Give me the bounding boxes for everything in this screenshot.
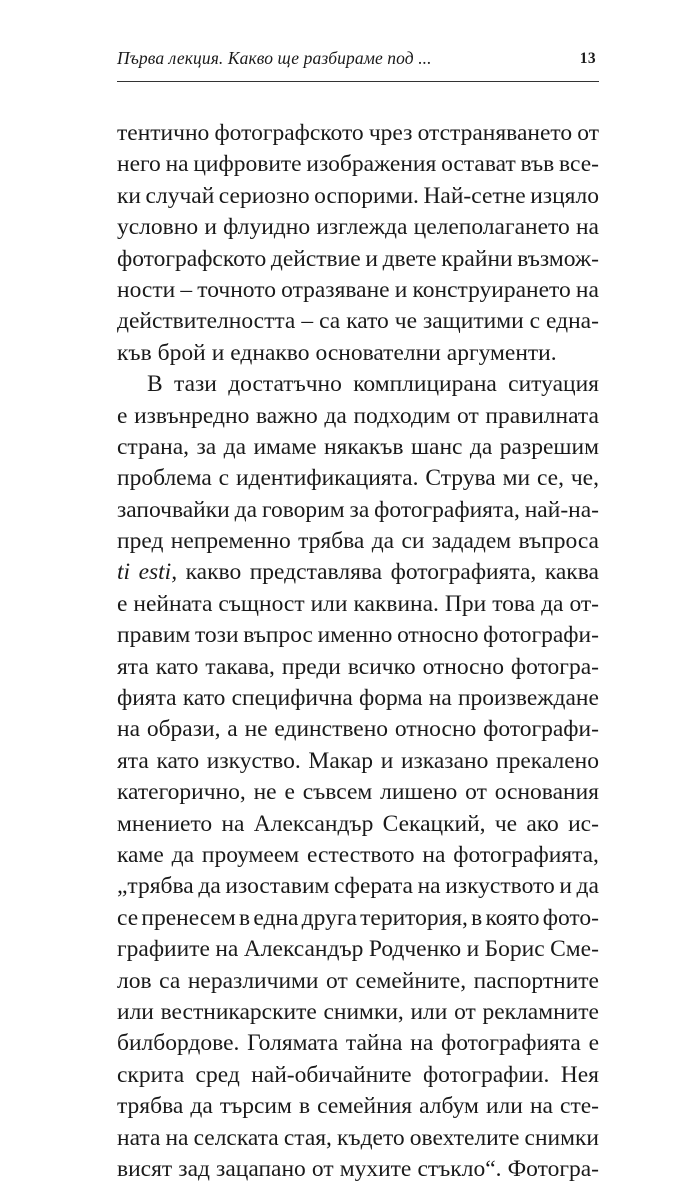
word: преди	[281, 653, 341, 680]
word: Най-сетне	[423, 182, 526, 209]
word: именно	[317, 622, 393, 649]
word: чрез	[368, 120, 413, 146]
word: е	[284, 779, 295, 806]
word: или	[410, 998, 448, 1025]
word: достатъчно	[228, 371, 342, 398]
word: категорично,	[117, 779, 246, 806]
word: да	[198, 873, 221, 900]
word: В	[147, 371, 163, 398]
word: във	[520, 151, 555, 178]
word: някакъв	[323, 433, 404, 460]
word: мнението	[117, 810, 213, 837]
word: да	[324, 402, 347, 429]
word: всичко	[347, 653, 416, 680]
word: на	[221, 810, 245, 837]
text-line	[117, 652, 599, 683]
word: действителността	[117, 308, 296, 335]
text-line	[117, 1091, 599, 1122]
word: снимки	[524, 1124, 599, 1151]
word: да	[541, 590, 564, 617]
word: оспорими.	[314, 182, 419, 209]
word: и	[204, 214, 217, 241]
word: комплицирана	[353, 371, 497, 398]
text-line	[117, 432, 599, 463]
header-rule	[117, 81, 599, 82]
word: Нея	[560, 1061, 599, 1088]
word: друга	[301, 904, 357, 931]
word: че	[494, 810, 518, 837]
word: търсим	[219, 1093, 292, 1120]
word: къв	[117, 339, 152, 366]
word: една-	[546, 308, 599, 335]
word: фотографията,	[374, 496, 520, 523]
word: правим	[117, 622, 191, 649]
word: все-	[559, 151, 599, 178]
word: с	[529, 308, 541, 335]
word: лов	[117, 967, 152, 994]
word: Струва	[425, 465, 496, 492]
text-line	[117, 1123, 599, 1154]
word: разрешим	[499, 433, 599, 460]
word: мухите	[339, 1155, 412, 1182]
word: и	[466, 936, 480, 963]
word: изглежда	[316, 214, 408, 241]
word: произвеждане	[457, 685, 599, 712]
word: фотографии.	[422, 1061, 550, 1088]
text-line	[117, 338, 599, 369]
word: на	[575, 276, 599, 303]
word: проумеем	[201, 841, 300, 868]
text-line	[117, 620, 599, 651]
running-title: Първа лекция. Какво ще разбираме под ...	[117, 48, 432, 68]
word: Фотогра-	[507, 1155, 599, 1182]
word: където	[337, 1124, 405, 1151]
word: такава,	[205, 653, 275, 680]
word: като	[182, 685, 226, 712]
word: основания	[494, 779, 599, 806]
text-line	[117, 966, 599, 997]
word: овехтелите	[409, 1124, 520, 1151]
word: стъкло“.	[417, 1155, 502, 1182]
word: отразяване	[281, 276, 390, 303]
text-line	[117, 463, 599, 494]
word: фотографското	[214, 120, 364, 146]
word: Александър	[253, 810, 374, 837]
word: говорим	[261, 496, 345, 523]
word: точното	[197, 276, 276, 303]
text-line	[117, 306, 599, 337]
text-line	[117, 557, 599, 588]
word: пренесем	[141, 904, 236, 931]
word: защитими	[422, 308, 524, 335]
word: в	[298, 1093, 311, 1120]
word: ситуация	[508, 371, 599, 398]
word: територия,	[360, 904, 468, 931]
word: изоставим	[225, 873, 330, 900]
text-line	[117, 275, 599, 306]
text-line	[117, 714, 599, 745]
word: е	[588, 1030, 599, 1057]
word: семейните,	[355, 967, 467, 994]
word: от	[454, 998, 476, 1025]
word: ки	[117, 182, 141, 209]
word: случай	[145, 182, 215, 209]
word: от	[577, 120, 599, 146]
word: този	[194, 622, 239, 649]
word: сте-	[560, 1093, 599, 1120]
word: трябва	[298, 528, 365, 555]
word: ис-	[568, 810, 599, 837]
word: албум	[419, 1093, 479, 1120]
text-line	[117, 840, 599, 871]
word: от	[311, 1155, 334, 1182]
word: да	[190, 1093, 213, 1120]
running-header	[117, 48, 599, 72]
word: сферата	[334, 873, 413, 900]
word: започвайки	[117, 496, 230, 523]
page-number: 13	[579, 50, 596, 67]
word: зададем	[431, 528, 512, 555]
word: че,	[570, 465, 599, 492]
word: изказано	[400, 747, 489, 774]
text-line	[117, 589, 599, 620]
word: вестникарските	[160, 998, 317, 1025]
word: че	[394, 308, 417, 335]
word: и	[365, 245, 378, 272]
word: ми	[502, 465, 531, 492]
word: или	[117, 998, 154, 1025]
word: Борис	[484, 936, 545, 963]
word: ности	[117, 276, 176, 303]
word: Александър	[243, 936, 364, 963]
word: на	[215, 936, 239, 963]
word: „трябва	[117, 873, 194, 900]
word: ната	[117, 1124, 161, 1151]
word: важно	[255, 402, 318, 429]
word: фотографията,	[453, 841, 599, 868]
word: –	[301, 308, 314, 335]
word: сериозно	[218, 182, 310, 209]
word: основателни	[315, 339, 441, 366]
word: фотографското	[117, 245, 267, 272]
word: ако	[526, 810, 559, 837]
word: правилната	[485, 402, 599, 429]
text-line	[117, 1028, 599, 1059]
word: какво	[185, 559, 242, 586]
word: ята	[117, 653, 149, 680]
word: като	[155, 653, 199, 680]
word: каквина.	[353, 590, 439, 617]
word: фото-	[542, 904, 599, 931]
word: от	[465, 779, 487, 806]
body-text	[117, 118, 599, 1185]
word: Сме-	[550, 936, 599, 963]
word: фотографи-	[483, 622, 599, 649]
word: тази	[174, 371, 217, 398]
word: най-на-	[524, 496, 599, 523]
word: Макар	[308, 747, 373, 774]
word: една	[253, 904, 299, 931]
word: си	[401, 528, 425, 555]
word: зад	[178, 1155, 210, 1182]
text-line	[117, 212, 599, 243]
word: Родченко	[368, 936, 462, 963]
word: фотографията,	[390, 559, 537, 586]
word: пред	[117, 528, 164, 555]
word: имаме	[253, 433, 317, 460]
word: естеството	[307, 841, 415, 868]
word: рекламните	[482, 998, 599, 1025]
word: изкуство.	[206, 747, 301, 774]
word: въпроса	[518, 528, 599, 555]
word: тентично	[117, 120, 210, 146]
word: каме	[117, 841, 164, 868]
word: възмож-	[517, 245, 599, 272]
word: целеполагането	[413, 214, 570, 241]
word: не	[244, 716, 268, 743]
word: крайни	[441, 245, 513, 272]
word: относно	[394, 716, 477, 743]
word: неразличими	[187, 967, 319, 994]
word: или	[310, 590, 348, 617]
text-line	[117, 746, 599, 777]
word: При	[444, 590, 487, 617]
word: са	[319, 308, 341, 335]
word: конструирането	[412, 276, 571, 303]
word: на	[428, 685, 452, 712]
word: да	[234, 496, 258, 523]
word: да	[576, 873, 599, 900]
word: да	[469, 433, 493, 460]
word: която	[485, 904, 540, 931]
word: на	[529, 1093, 553, 1120]
word: идентификацията.	[235, 465, 419, 492]
word: се,	[536, 465, 564, 492]
text-line	[117, 118, 599, 149]
text-line	[117, 1060, 599, 1091]
word: образи,	[146, 716, 221, 743]
word: се	[117, 904, 139, 931]
word: двете	[382, 245, 437, 272]
text-line	[117, 526, 599, 557]
word: и	[211, 339, 225, 366]
word: на	[165, 1124, 189, 1151]
word: извънредно	[134, 402, 250, 429]
word: нейната	[133, 590, 213, 617]
word: условно	[117, 214, 199, 241]
text-line	[117, 871, 599, 902]
word: относно	[422, 653, 504, 680]
word: представлява	[249, 559, 383, 586]
word: най-обичайните	[251, 1061, 412, 1088]
word: е	[117, 590, 128, 617]
word: остават	[441, 151, 516, 178]
word: изцяло	[530, 182, 599, 209]
word: от	[457, 402, 479, 429]
text-line	[117, 244, 599, 275]
word: фотогра-	[510, 653, 599, 680]
word: Голямата	[247, 1030, 339, 1057]
word: на	[117, 716, 141, 743]
word: да	[223, 433, 247, 460]
word: и	[380, 747, 394, 774]
word: в	[239, 904, 251, 931]
word: и	[394, 276, 408, 303]
word: фотографи-	[483, 716, 599, 743]
word: и	[559, 873, 572, 900]
word: като	[346, 308, 389, 335]
text-line	[117, 934, 599, 965]
word: ята	[117, 747, 149, 774]
word: проблема	[117, 465, 212, 492]
word: паспортните	[473, 967, 599, 994]
word: билбордове.	[117, 1030, 240, 1057]
word: да	[171, 841, 195, 868]
word: същност	[218, 590, 305, 617]
text-line	[117, 495, 599, 526]
text-line	[117, 809, 599, 840]
word: в	[471, 904, 483, 931]
word: не	[253, 779, 277, 806]
word: да	[371, 528, 395, 555]
word: сред	[195, 1061, 240, 1088]
word: съвсем	[302, 779, 373, 806]
word: шанс	[410, 433, 463, 460]
word: esti,	[138, 559, 178, 586]
word: стая,	[283, 1124, 332, 1151]
word: с	[218, 465, 230, 492]
word: страна,	[117, 433, 190, 460]
word: на	[422, 841, 446, 868]
word: или	[485, 1093, 523, 1120]
word: него	[117, 151, 161, 178]
word: прекалено	[496, 747, 599, 774]
word: семейния	[317, 1093, 413, 1120]
word: единствено	[274, 716, 389, 743]
word: действие	[270, 245, 361, 272]
word: зацапано	[216, 1155, 306, 1182]
word: непременно	[170, 528, 291, 555]
word: висят	[117, 1155, 173, 1182]
word: отстраняването	[417, 120, 573, 146]
word: трябва	[117, 1093, 184, 1120]
word: Секацкий,	[382, 810, 486, 837]
text-line	[117, 777, 599, 808]
word: селската	[193, 1124, 279, 1151]
word: въпрос	[243, 622, 313, 649]
text-line	[117, 181, 599, 212]
word: е	[117, 402, 128, 429]
word: ti	[117, 559, 131, 586]
word: каква	[544, 559, 599, 586]
word: относно	[397, 622, 479, 649]
word: аргументи.	[446, 339, 557, 366]
text-line	[117, 683, 599, 714]
text-line	[117, 149, 599, 180]
word: от	[326, 967, 348, 994]
word: еднакво	[230, 339, 310, 366]
word: за	[349, 496, 370, 523]
word: подходим	[353, 402, 451, 429]
word: специфична	[231, 685, 353, 712]
word: цифровите	[193, 151, 302, 178]
word: –	[180, 276, 193, 303]
word: на	[165, 151, 189, 178]
word: тайна	[345, 1030, 403, 1057]
text-line	[117, 369, 599, 400]
word: изображения	[306, 151, 437, 178]
text-line	[117, 997, 599, 1028]
word: графиите	[117, 936, 210, 963]
word: като	[156, 747, 200, 774]
word: снимки,	[323, 998, 404, 1025]
word: на	[417, 873, 441, 900]
word: фията	[117, 685, 177, 712]
word: са	[159, 967, 181, 994]
text-line	[117, 903, 599, 934]
text-line	[117, 401, 599, 432]
word: изкуството	[445, 873, 555, 900]
word: на	[575, 214, 599, 241]
word: форма	[359, 685, 423, 712]
word: от-	[569, 590, 599, 617]
word: това	[492, 590, 536, 617]
word: за	[196, 433, 217, 460]
word: фотографията	[441, 1030, 581, 1057]
word: скрита	[117, 1061, 185, 1088]
word: брой	[157, 339, 206, 366]
word: лишено	[380, 779, 458, 806]
word: на	[410, 1030, 434, 1057]
text-line	[117, 1154, 599, 1185]
word: флуидно	[223, 214, 311, 241]
word: а	[227, 716, 238, 743]
